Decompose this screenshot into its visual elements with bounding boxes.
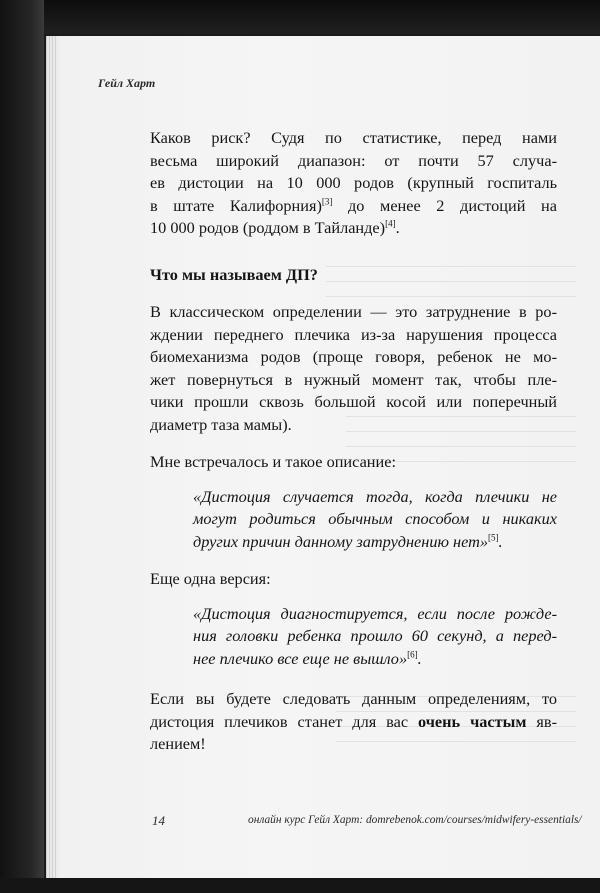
section-heading: Что мы называем ДП? — [150, 264, 318, 284]
text-line — [193, 648, 557, 671]
footnote-ref: [6] — [407, 649, 418, 660]
running-head: Гейл Харт — [98, 76, 156, 90]
text-line — [150, 711, 557, 734]
definition-paragraph — [150, 301, 557, 436]
footnote-ref: [3] — [321, 196, 333, 207]
text-line: В классическом определении — это затруднение в ро- — [150, 302, 557, 321]
text-fragment: дистоция плечиков станет для вас — [150, 711, 419, 731]
text-line: ев дистоции на 10 000 родов (крупный госпиталь — [150, 173, 557, 192]
text-line: Каков риск? Судя по статистике, перед нами — [150, 128, 557, 147]
footnote-ref: [5] — [488, 532, 499, 543]
footer-course-link: онлайн курс Гейл Харт: domrebenok.com/courses/midwifery-essentials/ — [248, 814, 582, 826]
risk-paragraph — [150, 127, 557, 240]
text-line: ния головки ребенка прошло 60 секунд, а перед- — [193, 626, 557, 645]
text-fragment: до менее 2 дистоций на — [332, 195, 557, 215]
text-line: ждении переднего плечика из-за нарушения процесса — [150, 324, 557, 344]
footnote-ref: [4] — [385, 218, 396, 229]
text-line: Если вы будете следовать данным определениям, то — [150, 689, 557, 708]
scan-background-bottom — [0, 878, 600, 893]
text-line — [150, 195, 557, 218]
quote2-intro: Еще одна версия: — [150, 569, 271, 588]
page-content — [150, 127, 557, 756]
text-line: «Дистоция случается тогда, когда плечики не — [193, 486, 557, 506]
emphasis-text: очень частым — [418, 711, 527, 731]
text-fragment: в штате Калифорния) — [150, 195, 322, 215]
conclusion-paragraph — [150, 688, 557, 756]
text-line: жет повернуться в нужный момент так, чтобы пле- — [150, 369, 557, 389]
text-fragment: . — [417, 648, 422, 668]
text-line — [193, 531, 557, 554]
page-number: 14 — [152, 813, 165, 828]
text-fragment: яв- — [526, 711, 557, 731]
text-line: биомеханизма родов (проще говоря, ребенок не мо- — [150, 347, 557, 366]
quote1-block — [193, 486, 557, 554]
text-fragment: других причин данному затруднению нет» — [193, 531, 489, 551]
text-line: чики прошли сквозь большой косой или поперечный — [150, 392, 557, 411]
text-line: весьма широкий диапазон: от почти 57 случа- — [150, 150, 557, 170]
scan-background-top — [0, 0, 600, 34]
text-fragment: нее плечико все еще не вышло» — [193, 648, 408, 668]
text-fragment: 10 000 родов (роддом в Тайланде) — [150, 218, 386, 237]
text-line: лением! — [150, 734, 206, 753]
text-fragment: . — [395, 218, 400, 237]
text-line: «Дистоция диагностируется, если после рожде- — [193, 603, 557, 623]
quote2-block — [193, 603, 557, 671]
text-line: могут родиться обычным способом и никаких — [193, 509, 557, 528]
page-edge-stack — [46, 36, 58, 878]
text-line — [150, 217, 557, 240]
quote1-intro: Мне встречалось и такое описание: — [150, 452, 396, 471]
text-line: диаметр таза мамы). — [150, 414, 292, 434]
scan-background-left — [0, 0, 44, 893]
text-fragment: . — [498, 531, 503, 551]
